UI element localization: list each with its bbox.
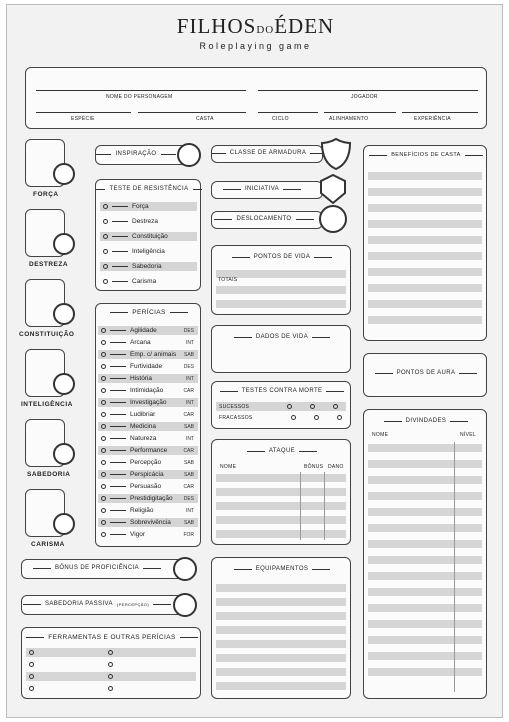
cycle-label: CICLO <box>272 116 289 122</box>
save-row-strength[interactable] <box>100 202 197 211</box>
equipment-row[interactable] <box>216 598 346 606</box>
skill-proficiency-dot[interactable] <box>101 364 106 369</box>
deity-row[interactable] <box>368 572 482 580</box>
caste-line[interactable] <box>138 112 246 113</box>
caste-benefit-row[interactable] <box>368 236 482 244</box>
failure-dot[interactable] <box>337 415 342 420</box>
deity-row[interactable] <box>368 492 482 500</box>
skill-proficiency-dot[interactable] <box>101 412 106 417</box>
skill-value-line[interactable] <box>110 486 126 487</box>
attr-label-constitution: CONSTITUIÇÃO <box>19 331 75 338</box>
speed-box <box>211 211 323 229</box>
save-row-intelligence[interactable] <box>100 247 197 256</box>
initiative-shield-icon[interactable] <box>317 173 349 205</box>
equipment-row[interactable] <box>216 626 346 634</box>
skill-row[interactable] <box>98 434 198 443</box>
save-proficiency-dot[interactable] <box>103 279 108 284</box>
skill-label: Perspicácia <box>130 471 164 478</box>
skill-attribute: INT <box>185 375 194 382</box>
death-saves-box <box>211 381 351 429</box>
skill-proficiency-dot[interactable] <box>101 508 106 513</box>
attr-modifier-wisdom[interactable] <box>53 443 75 465</box>
hit-points-totals-label: TOTAIS <box>218 277 238 283</box>
skill-row[interactable] <box>98 350 198 359</box>
skill-value-line[interactable] <box>110 330 126 331</box>
skill-attribute: INT <box>185 507 194 514</box>
cycle-line[interactable] <box>258 112 318 113</box>
tools-row[interactable] <box>26 672 196 681</box>
skill-row[interactable] <box>98 530 198 539</box>
attack-row[interactable] <box>216 502 346 510</box>
skill-proficiency-dot[interactable] <box>101 484 106 489</box>
attack-bonus-header: BÔNUS <box>304 464 324 470</box>
title-end: ÉDEN <box>274 14 335 38</box>
skill-label: Investigação <box>130 399 167 406</box>
attack-row[interactable] <box>216 488 346 496</box>
title-main: FILHOS <box>176 14 257 38</box>
skill-label: História <box>130 375 153 382</box>
skills-box <box>95 303 201 547</box>
skills-title: PERÍCIAS <box>96 309 202 316</box>
skill-label: Performance <box>130 447 168 454</box>
tool-dot-right[interactable] <box>108 674 113 679</box>
save-row-constitution[interactable] <box>100 232 197 241</box>
skill-value-line[interactable] <box>110 366 126 367</box>
speed-label: DESLOCAMENTO <box>212 216 316 222</box>
skill-row[interactable] <box>98 470 198 479</box>
save-proficiency-dot[interactable] <box>103 264 108 269</box>
skill-value-line[interactable] <box>110 450 126 451</box>
player-line[interactable] <box>258 90 478 91</box>
skill-row[interactable] <box>98 410 198 419</box>
skill-proficiency-dot[interactable] <box>101 388 106 393</box>
attr-label-strength: FORÇA <box>33 191 59 198</box>
character-sheet <box>6 4 503 718</box>
caste-benefit-row[interactable] <box>368 204 482 212</box>
skill-row[interactable] <box>98 338 198 347</box>
skill-label: Natureza <box>130 435 157 442</box>
deity-row[interactable] <box>368 620 482 628</box>
caste-benefit-row[interactable] <box>368 284 482 292</box>
deity-row[interactable] <box>368 460 482 468</box>
deity-level-header: NÍVEL <box>460 432 476 438</box>
save-label: Força <box>132 203 149 210</box>
save-row-charisma[interactable] <box>100 277 197 286</box>
hit-dice-title: DADOS DE VIDA <box>212 334 352 340</box>
passive-wisdom-text: SABEDORIA PASSIVA <box>44 601 113 607</box>
equipment-row[interactable] <box>216 682 346 690</box>
death-saves-successes-row <box>216 402 346 411</box>
skill-attribute: CAR <box>183 447 194 454</box>
passive-wisdom-box <box>21 595 187 615</box>
deity-column-divider <box>454 442 455 692</box>
skill-label: Percepção <box>130 459 162 466</box>
title-small: DO <box>256 24 275 36</box>
deities-box <box>363 409 487 699</box>
save-row-wisdom[interactable] <box>100 262 197 271</box>
save-proficiency-dot[interactable] <box>103 234 108 239</box>
proficiency-bonus-box <box>21 559 187 579</box>
skill-row[interactable] <box>98 362 198 371</box>
save-value-line[interactable] <box>112 206 128 207</box>
attack-column-divider <box>324 472 325 540</box>
skill-proficiency-dot[interactable] <box>101 400 106 405</box>
skill-row[interactable] <box>98 446 198 455</box>
skill-attribute: FOR <box>183 531 194 538</box>
skill-row[interactable] <box>98 518 198 527</box>
tool-dot-left[interactable] <box>29 674 34 679</box>
skill-label: Vigor <box>130 531 146 538</box>
death-saves-failures-row <box>216 413 346 422</box>
deity-row[interactable] <box>368 588 482 596</box>
attr-modifier-constitution[interactable] <box>53 303 75 325</box>
attr-label-dexterity: DESTREZA <box>29 261 69 268</box>
proficiency-bonus-label: BÔNUS DE PROFICIÊNCIA <box>22 565 172 571</box>
skill-label: Prestidigitação <box>130 495 173 502</box>
save-label: Constituição <box>132 233 168 240</box>
skill-label: Emp. c/ animais <box>130 351 177 358</box>
caste-benefit-row[interactable] <box>368 172 482 180</box>
skill-label: Ludibriar <box>130 411 156 418</box>
tools-box <box>21 627 201 699</box>
sheet-title <box>7 15 503 41</box>
skill-proficiency-dot[interactable] <box>101 436 106 441</box>
caste-benefits-box <box>363 145 487 341</box>
skill-row[interactable] <box>98 482 198 491</box>
tool-dot-left[interactable] <box>29 650 34 655</box>
skill-row[interactable] <box>98 494 198 503</box>
success-dot[interactable] <box>310 404 315 409</box>
attack-row[interactable] <box>216 474 346 482</box>
save-proficiency-dot[interactable] <box>103 219 108 224</box>
skill-value-line[interactable] <box>110 522 126 523</box>
experience-line[interactable] <box>402 112 478 113</box>
deity-row[interactable] <box>368 668 482 676</box>
skill-value-line[interactable] <box>110 534 126 535</box>
caste-label: CASTA <box>196 116 214 122</box>
skill-proficiency-dot[interactable] <box>101 328 106 333</box>
name-label: NOME DO PERSONAGEM <box>106 94 173 100</box>
skill-attribute: SAB <box>183 423 194 430</box>
save-value-line[interactable] <box>112 251 128 252</box>
save-row-dexterity[interactable] <box>100 217 197 226</box>
skill-attribute: INT <box>185 435 194 442</box>
tools-row[interactable] <box>26 684 196 693</box>
skill-proficiency-dot[interactable] <box>101 352 106 357</box>
initiative-box <box>211 181 323 199</box>
death-saves-title: TESTES CONTRA MORTE <box>212 388 352 394</box>
tool-dot-left[interactable] <box>29 686 34 691</box>
skill-attribute: CAR <box>183 411 194 418</box>
skill-label: Religião <box>130 507 154 514</box>
failure-dot[interactable] <box>291 415 296 420</box>
skill-label: Furtividade <box>130 363 163 370</box>
caste-benefit-row[interactable] <box>368 188 482 196</box>
skill-proficiency-dot[interactable] <box>101 424 106 429</box>
attr-label-wisdom: SABEDORIA <box>27 471 71 478</box>
skill-row[interactable] <box>98 458 198 467</box>
tool-dot-left[interactable] <box>29 662 34 667</box>
failure-dot[interactable] <box>314 415 319 420</box>
attack-damage-header: DANO <box>328 464 344 470</box>
hit-points-row[interactable] <box>216 286 346 294</box>
skill-row[interactable] <box>98 506 198 515</box>
skill-value-line[interactable] <box>110 462 126 463</box>
caste-benefit-row[interactable] <box>368 268 482 276</box>
equipment-row[interactable] <box>216 640 346 648</box>
skill-label: Intimidação <box>130 387 164 394</box>
skill-proficiency-dot[interactable] <box>101 448 106 453</box>
caste-benefit-row[interactable] <box>368 252 482 260</box>
deity-name-header: NOME <box>372 432 389 438</box>
caste-benefits-title: BENEFÍCIOS DE CASTA <box>364 152 488 158</box>
attack-name-header: NOME <box>220 464 237 470</box>
tool-dot-right[interactable] <box>108 650 113 655</box>
skill-value-line[interactable] <box>110 426 126 427</box>
skill-attribute: SAB <box>183 351 194 358</box>
skill-value-line[interactable] <box>110 510 126 511</box>
save-proficiency-dot[interactable] <box>103 204 108 209</box>
deity-row[interactable] <box>368 556 482 564</box>
armor-class-shield-icon[interactable] <box>319 137 353 171</box>
save-label: Sabedoria <box>132 263 162 270</box>
deity-row[interactable] <box>368 444 482 452</box>
attr-label-intelligence: INTELIGÊNCIA <box>21 401 73 408</box>
caste-benefit-row[interactable] <box>368 220 482 228</box>
tools-row[interactable] <box>26 648 196 657</box>
successes-label: SUCESSOS <box>219 403 250 410</box>
skill-label: Sobrevivência <box>130 519 171 526</box>
armor-class-box <box>211 145 323 163</box>
equipment-title: EQUIPAMENTOS <box>212 566 352 572</box>
skill-attribute: SAB <box>183 471 194 478</box>
deity-row[interactable] <box>368 524 482 532</box>
tools-title: FERRAMENTAS E OUTRAS PERÍCIAS <box>22 634 202 641</box>
equipment-row[interactable] <box>216 654 346 662</box>
deity-row[interactable] <box>368 540 482 548</box>
skill-proficiency-dot[interactable] <box>101 532 106 537</box>
deity-row[interactable] <box>368 476 482 484</box>
saving-throws-title: TESTE DE RESISTÊNCIA <box>96 186 202 192</box>
skill-row[interactable] <box>98 422 198 431</box>
deity-row[interactable] <box>368 604 482 612</box>
skill-label: Arcana <box>130 339 151 346</box>
attr-modifier-intelligence[interactable] <box>53 373 75 395</box>
armor-class-label: CLASSE DE ARMADURA <box>212 150 324 156</box>
equipment-row[interactable] <box>216 584 346 592</box>
deity-row[interactable] <box>368 508 482 516</box>
skill-proficiency-dot[interactable] <box>101 376 106 381</box>
skill-label: Agilidade <box>130 327 157 334</box>
save-value-line[interactable] <box>112 266 128 267</box>
sheet-subtitle: Roleplaying game <box>199 41 312 51</box>
deity-row[interactable] <box>368 652 482 660</box>
skill-label: Persuasão <box>130 483 162 490</box>
inspiration-circle[interactable] <box>177 143 201 167</box>
alignment-line[interactable] <box>324 112 396 113</box>
alignment-label: ALINHAMENTO <box>329 116 369 122</box>
passive-wisdom-note: (PERCEPÇÃO) <box>116 601 150 607</box>
hit-points-title: PONTOS DE VIDA <box>212 254 352 260</box>
skill-value-line[interactable] <box>110 390 126 391</box>
attr-label-charisma: CARISMA <box>31 541 65 548</box>
skill-value-line[interactable] <box>110 414 126 415</box>
skill-value-line[interactable] <box>110 378 126 379</box>
initiative-label: INICIATIVA <box>212 186 312 192</box>
name-line[interactable] <box>36 90 246 91</box>
saving-throws-box <box>95 179 201 291</box>
inspiration-label: INSPIRAÇÃO <box>96 151 176 157</box>
skill-attribute: CAR <box>183 483 194 490</box>
save-label: Carisma <box>132 278 157 285</box>
skill-row[interactable] <box>98 386 198 395</box>
proficiency-bonus-circle[interactable] <box>173 557 197 581</box>
save-label: Destreza <box>132 218 159 225</box>
identity-box <box>25 67 487 129</box>
skill-proficiency-dot[interactable] <box>101 460 106 465</box>
success-dot[interactable] <box>287 404 292 409</box>
skill-label: Medicina <box>130 423 157 430</box>
save-value-line[interactable] <box>112 281 128 282</box>
skill-value-line[interactable] <box>110 498 126 499</box>
caste-benefit-row[interactable] <box>368 316 482 324</box>
save-value-line[interactable] <box>112 236 128 237</box>
skill-row[interactable] <box>98 326 198 335</box>
species-line[interactable] <box>36 112 131 113</box>
attr-modifier-strength[interactable] <box>53 163 75 185</box>
save-value-line[interactable] <box>112 221 128 222</box>
equipment-box <box>211 557 351 699</box>
skill-attribute: SAB <box>183 519 194 526</box>
skill-attribute: DES <box>183 327 194 334</box>
skill-value-line[interactable] <box>110 438 126 439</box>
skill-proficiency-dot[interactable] <box>101 520 106 525</box>
equipment-row[interactable] <box>216 612 346 620</box>
skill-attribute: CAR <box>183 387 194 394</box>
equipment-row[interactable] <box>216 668 346 676</box>
save-label: Inteligência <box>132 248 165 255</box>
hit-points-box <box>211 245 351 315</box>
skill-attribute: SAB <box>183 459 194 466</box>
skill-attribute: DES <box>183 495 194 502</box>
skill-value-line[interactable] <box>110 402 126 403</box>
attr-modifier-charisma[interactable] <box>53 513 75 535</box>
attack-box <box>211 439 351 545</box>
tool-dot-right[interactable] <box>108 662 113 667</box>
attack-row[interactable] <box>216 530 346 538</box>
deities-title: DIVINDADES <box>364 418 488 424</box>
aura-points-box <box>363 353 487 397</box>
skill-proficiency-dot[interactable] <box>101 340 106 345</box>
player-label: JOGADOR <box>351 94 378 100</box>
skill-value-line[interactable] <box>110 354 126 355</box>
tools-row[interactable] <box>26 660 196 669</box>
hit-dice-box <box>211 325 351 373</box>
attack-row[interactable] <box>216 516 346 524</box>
aura-points-title: PONTOS DE AURA <box>364 370 488 376</box>
tool-dot-right[interactable] <box>108 686 113 691</box>
passive-wisdom-label <box>22 601 172 607</box>
skill-proficiency-dot[interactable] <box>101 496 106 501</box>
failures-label: FRACASSOS <box>219 414 253 421</box>
skill-value-line[interactable] <box>110 342 126 343</box>
skill-attribute: INT <box>185 399 194 406</box>
deity-row[interactable] <box>368 636 482 644</box>
skill-proficiency-dot[interactable] <box>101 472 106 477</box>
skill-value-line[interactable] <box>110 474 126 475</box>
experience-label: EXPERIÊNCIA <box>414 116 451 122</box>
speed-circle[interactable] <box>319 205 347 233</box>
species-label: ESPÉCIE <box>71 116 95 122</box>
attr-modifier-dexterity[interactable] <box>53 233 75 255</box>
success-dot[interactable] <box>333 404 338 409</box>
passive-wisdom-circle[interactable] <box>173 593 197 617</box>
skill-attribute: INT <box>185 339 194 346</box>
save-proficiency-dot[interactable] <box>103 249 108 254</box>
skill-row[interactable] <box>98 374 198 383</box>
hit-points-row[interactable] <box>216 300 346 308</box>
attack-column-divider <box>300 472 301 540</box>
attack-title: ATAQUE <box>212 448 352 454</box>
caste-benefit-row[interactable] <box>368 300 482 308</box>
skill-row[interactable] <box>98 398 198 407</box>
skill-attribute: DES <box>183 363 194 370</box>
